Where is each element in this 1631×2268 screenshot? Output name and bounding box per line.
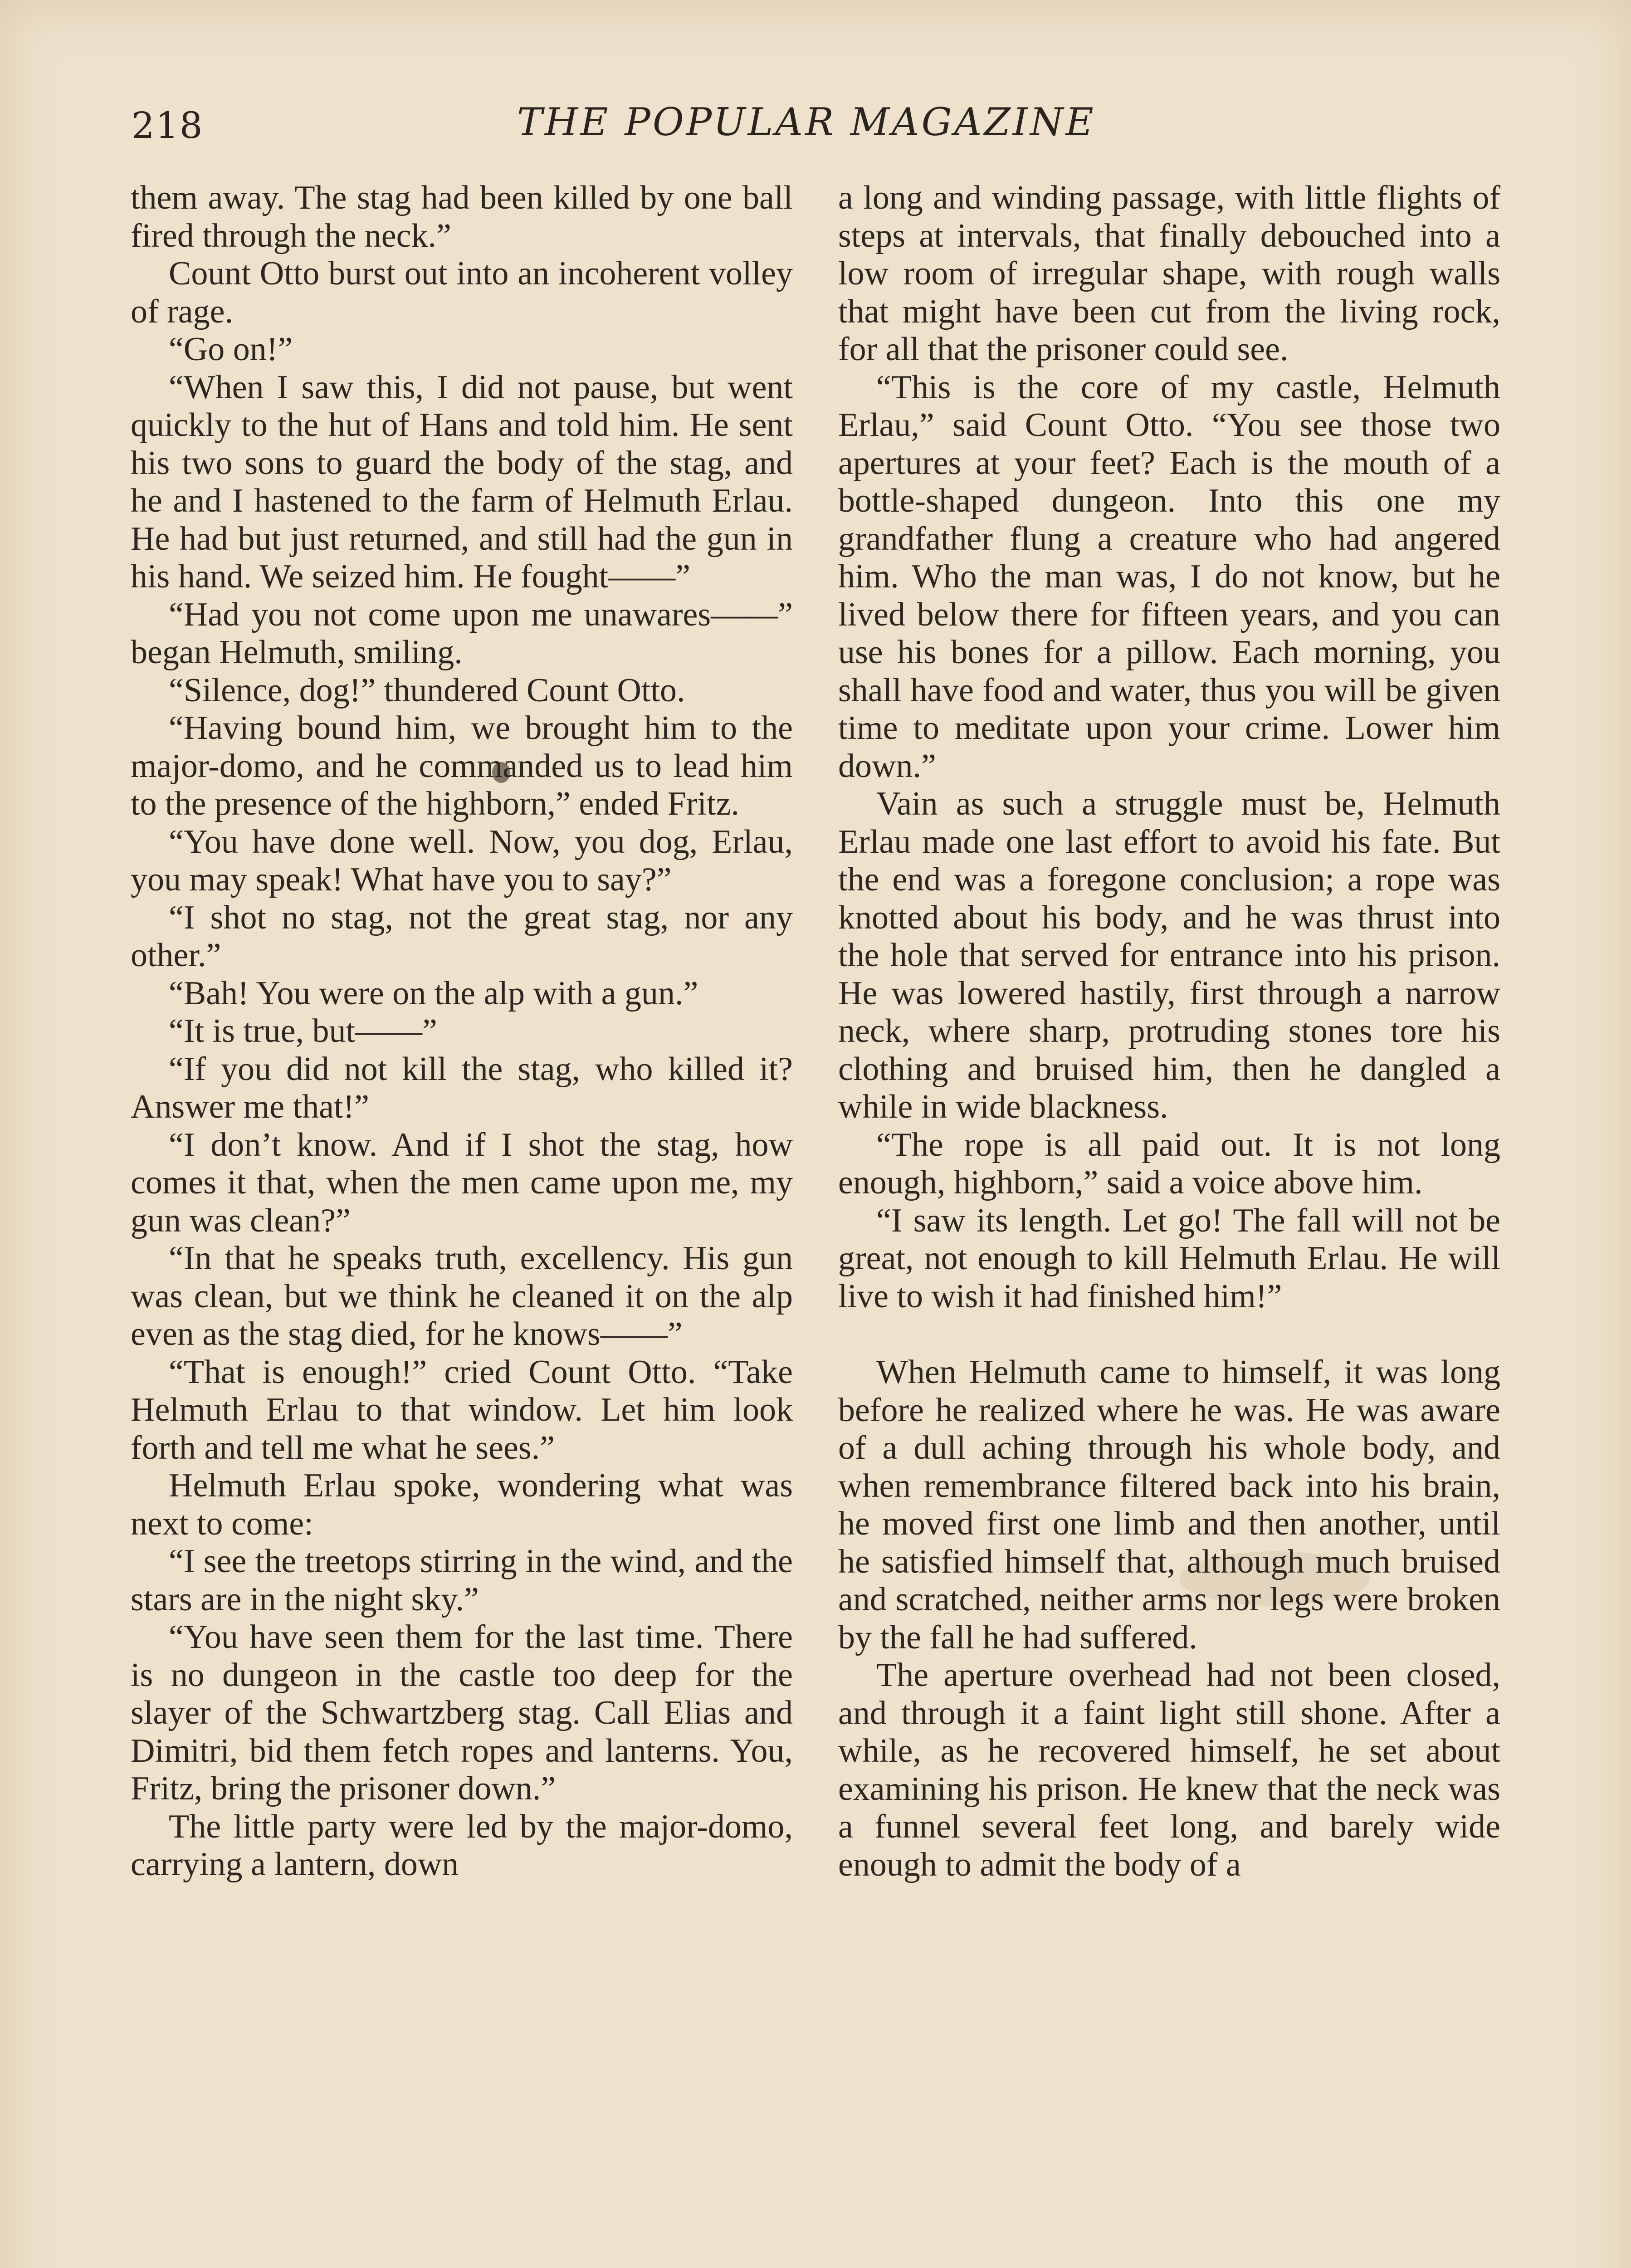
paragraph: “I shot no stag, not the great stag, nor any other.”	[131, 899, 793, 974]
paragraph: “I saw its length. Let go! The fall will not be great, not enough to kill Helmuth Erlau. He will live to wish it had finished him!”	[838, 1202, 1500, 1315]
paragraph: When Helmuth came to himself, it was long before he realized where he was. He was aware of a dull aching through his whole body, and when remembrance filtered back into his brain, he moved first one limb and then another, until he satisfied himself that, although much bruised and scratched, neither arms nor legs were broken by the fall he had suffered.	[838, 1354, 1500, 1656]
paragraph: The little party were led by the major-domo, carrying a lantern, down	[131, 1808, 793, 1883]
paragraph: them away. The stag had been killed by one ball fired through the neck.”	[131, 179, 793, 254]
paragraph: “I see the treetops stirring in the wind, and the stars are in the night sky.”	[131, 1543, 793, 1618]
paragraph: “It is true, but——”	[169, 1012, 437, 1050]
right-column	[838, 179, 1500, 1884]
section-break	[838, 1315, 1500, 1354]
paragraph: a long and winding passage, with little flights of steps at intervals, that finally debouched into a low room of irregular shape, with rough walls that might have been cut from the living rock, for all that the prisoner could see.	[838, 179, 1500, 368]
page-header	[0, 91, 1631, 154]
paragraph: “You have done well. Now, you dog, Erlau, you may speak! What have you to say?”	[131, 823, 793, 898]
paragraph: “Silence, dog!” thundered Count Otto.	[169, 671, 685, 709]
paragraph: Vain as such a struggle must be, Helmuth Erlau made one last effort to avoid his fate. But the end was a foregone conclusion; a rope was knotted about his body, and he was thrust into the hole that served for entrance into his prison. He was lowered hastily, first through a narrow neck, where sharp, protruding stones tore his clothing and bruised him, then he dangled a while in wide blackness.	[838, 785, 1500, 1125]
running-title: THE POPULAR MAGAZINE	[517, 100, 1096, 144]
paragraph: “When I saw this, I did not pause, but went quickly to the hut of Hans and told him. He sent his two sons to guard the body of the stag, and he and I hastened to the farm of Helmuth Erlau. He had but just returned, and still had the gun in his hand. We seized him. He fought——”	[131, 368, 793, 595]
paragraph: “I don’t know. And if I shot the stag, how comes it that, when the men came upon me, my gun was clean?”	[131, 1126, 793, 1239]
paragraph: Helmuth Erlau spoke, wondering what was next to come:	[131, 1467, 793, 1542]
paragraph: “This is the core of my castle, Helmuth Erlau,” said Count Otto. “You see those two apertures at your feet? Each is the mouth of a bottle-shaped dungeon. Into this one my grandfather flung a creature who had angered him. Who the man was, I do not know, but he lived below there for fifteen years, and you can use his bones for a pillow. Each morning, you shall have food and water, thus you will be given time to meditate upon your crime. Lower him down.”	[838, 368, 1500, 785]
paragraph: “You have seen them for the last time. There is no dungeon in the castle too deep for the slayer of the Schwartzberg stag. Call Elias and Dimitri, bid them fetch ropes and lanterns. You, Fritz, bring the prisoner down.”	[131, 1618, 793, 1807]
paragraph: “Having bound him, we brought him to the major-domo, and he commanded us to lead him to the presence of the highborn,” ended Fritz.	[131, 709, 793, 822]
paragraph: “Go on!”	[169, 331, 293, 368]
paragraph: “If you did not kill the stag, who killed it? Answer me that!”	[131, 1050, 793, 1125]
left-column	[131, 179, 793, 1884]
paragraph: The aperture overhead had not been closed, and through it a faint light still shone. After a while, as he recovered himself, he set about examining his prison. He knew that the neck was a funnel several feet long, and barely wide enough to admit the body of a	[838, 1657, 1500, 1883]
page-number: 218	[132, 104, 204, 147]
paragraph: “The rope is all paid out. It is not long enough, highborn,” said a voice above him.	[838, 1126, 1500, 1201]
paragraph: “Bah! You were on the alp with a gun.”	[169, 974, 698, 1012]
paragraph: “In that he speaks truth, excellency. His gun was clean, but we think he cleaned it on the alp even as the stag died, for he knows——”	[131, 1240, 793, 1353]
paragraph: “Had you not come upon me unawares——” began Helmuth, smiling.	[131, 596, 793, 671]
paragraph: Count Otto burst out into an incoherent volley of rage.	[131, 255, 793, 330]
paragraph: “That is enough!” cried Count Otto. “Take Helmuth Erlau to that window. Let him look forth and tell me what he sees.”	[131, 1353, 793, 1466]
